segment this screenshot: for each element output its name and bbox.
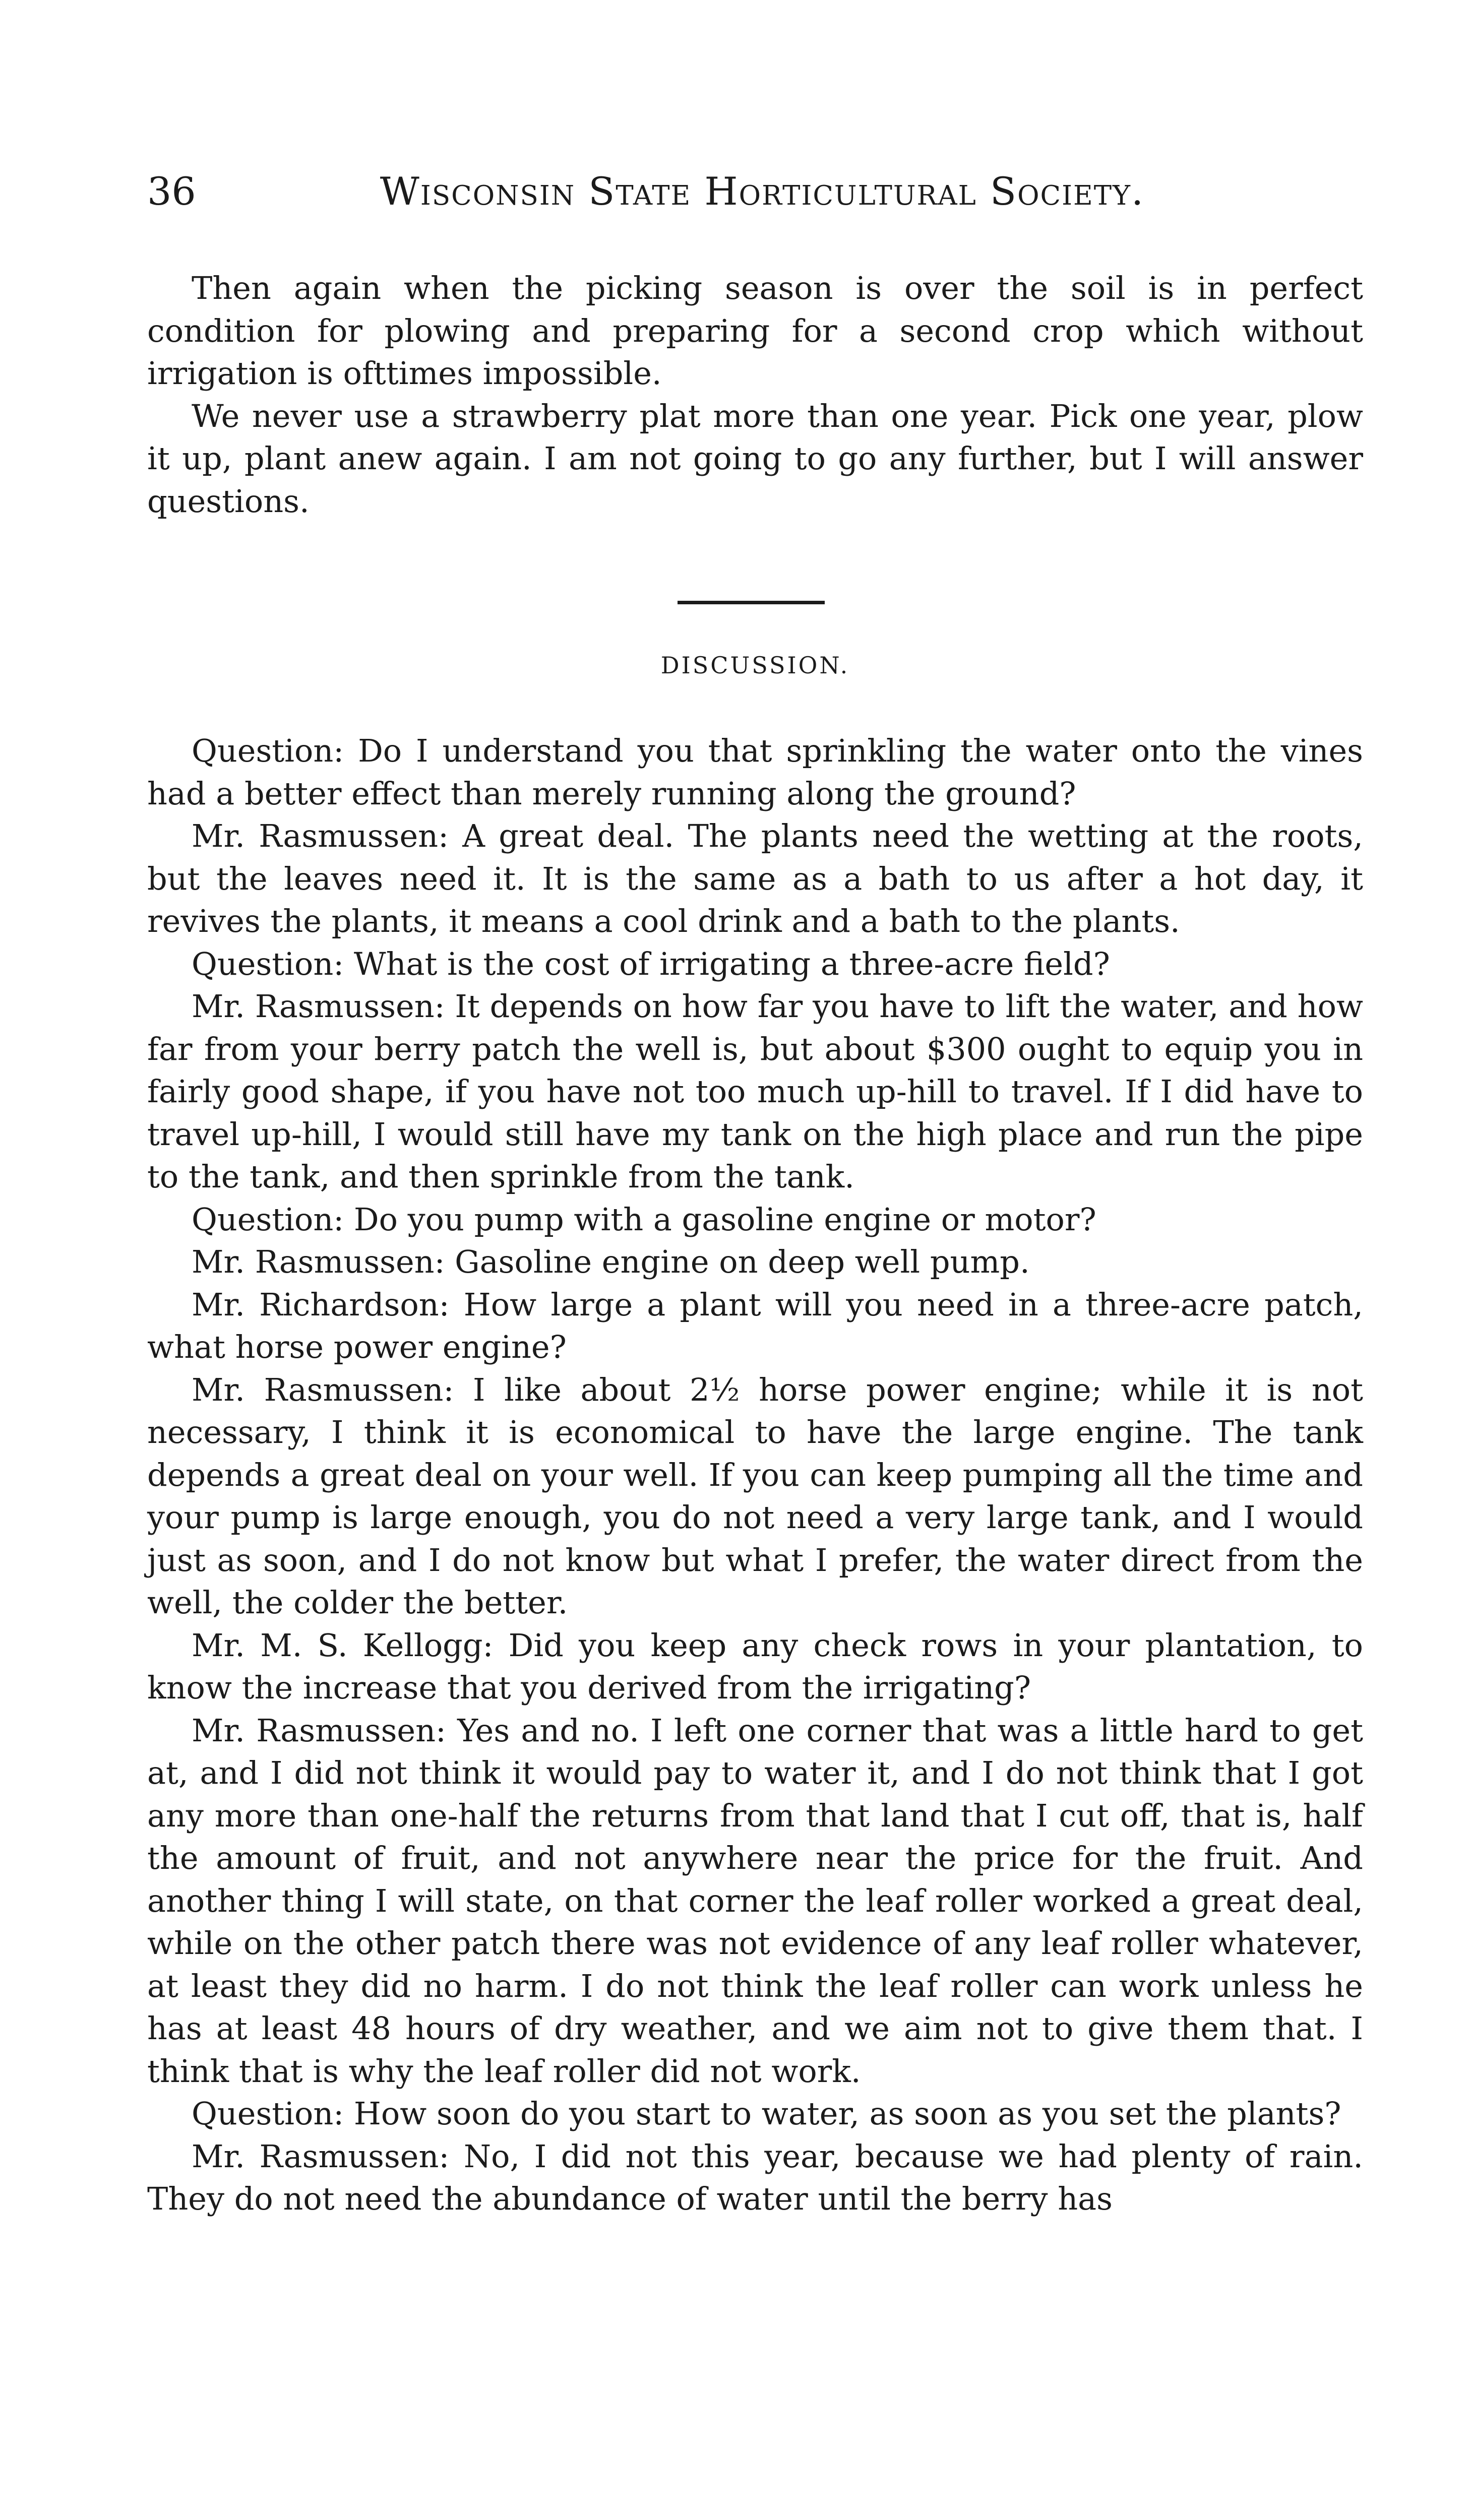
page-header	[147, 166, 1186, 222]
paragraph: Question: How soon do you start to water, as soon as you set the plants?	[192, 2095, 1341, 2132]
paragraph: Mr. Rasmussen: It depends on how far you have to lift the water, and how far from your berry patch the well is, but about $300 ought to equip you in fairly good shape, if you have not too much up-hill to travel. If I did have to travel up-hill, I would still have my tank on the high place and run the pipe to the tank, and then sprinkle from the tank.	[147, 988, 1363, 1195]
paragraph: Mr. Rasmussen: Yes and no. I left one corner that was a little hard to get at, and I did not think it would pay to water it, and I do not think that I got any more than one-half the returns from that land that I cut off, that is, half the amount of fruit, and not anywhere near the price for the fruit. And another thing I will state, on that corner the leaf roller worked a great deal, while on the other patch there was not evidence of any leaf roller whatever, at least they did no harm. I do not think the leaf roller can work unless he has at least 48 hours of dry weather, and we aim not to give them that. I think that is why the leaf roller did not work.	[147, 1712, 1363, 2090]
paragraph: Mr. Rasmussen: Gasoline engine on deep well pump.	[192, 1243, 1030, 1280]
paragraph: Question: Do you pump with a gasoline engine or motor?	[192, 1201, 1096, 1238]
section-divider	[678, 601, 825, 604]
paragraph: Question: What is the cost of irrigating a three-acre field?	[192, 945, 1110, 982]
discussion-text	[147, 730, 1363, 2221]
paragraph: Question: Do I understand you that sprinkling the water onto the vines had a better effect than merely running along the ground?	[147, 732, 1363, 812]
paragraph: Mr. M. S. Kellogg: Did you keep any check rows in your plantation, to know the increase that you derived from the irrigating?	[147, 1626, 1363, 1706]
intro-text	[147, 267, 1363, 523]
paragraph: Then again when the picking season is over the soil is in perfect condition for plowing and preparing for a second crop which without irrigation is ofttimes impossible.	[147, 270, 1363, 392]
paragraph: Mr. Rasmussen: A great deal. The plants need the wetting at the roots, but the leaves need it. It is the same as a bath to us after a hot day, it revives the plants, it means a cool drink and a bath to the plants.	[147, 817, 1363, 939]
paragraph: Mr. Rasmussen: No, I did not this year, because we had plenty of rain. They do not need the abundance of water until the berry has	[147, 2137, 1363, 2217]
paragraph: Mr. Richardson: How large a plant will you need in a three-acre patch, what horse power engine?	[147, 1286, 1363, 1365]
paragraph: We never use a strawberry plat more than one year. Pick one year, plow it up, plant anew again. I am not going to go any further, but I will answer questions.	[147, 397, 1363, 520]
section-heading: DISCUSSION.	[660, 652, 850, 679]
running-head: Wisconsin State Horticultural Society.	[380, 169, 1145, 214]
paragraph: Mr. Rasmussen: I like about 2½ horse power engine; while it is not necessary, I think it is economical to have the large engine. The tank depends a great deal on your well. If you can keep pumping all the time and your pump is large enough, you do not need a very large tank, and I would just as soon, and I do not know but what I prefer, the water direct from the well, the colder the better.	[147, 1371, 1363, 1621]
page-number: 36	[147, 169, 196, 214]
